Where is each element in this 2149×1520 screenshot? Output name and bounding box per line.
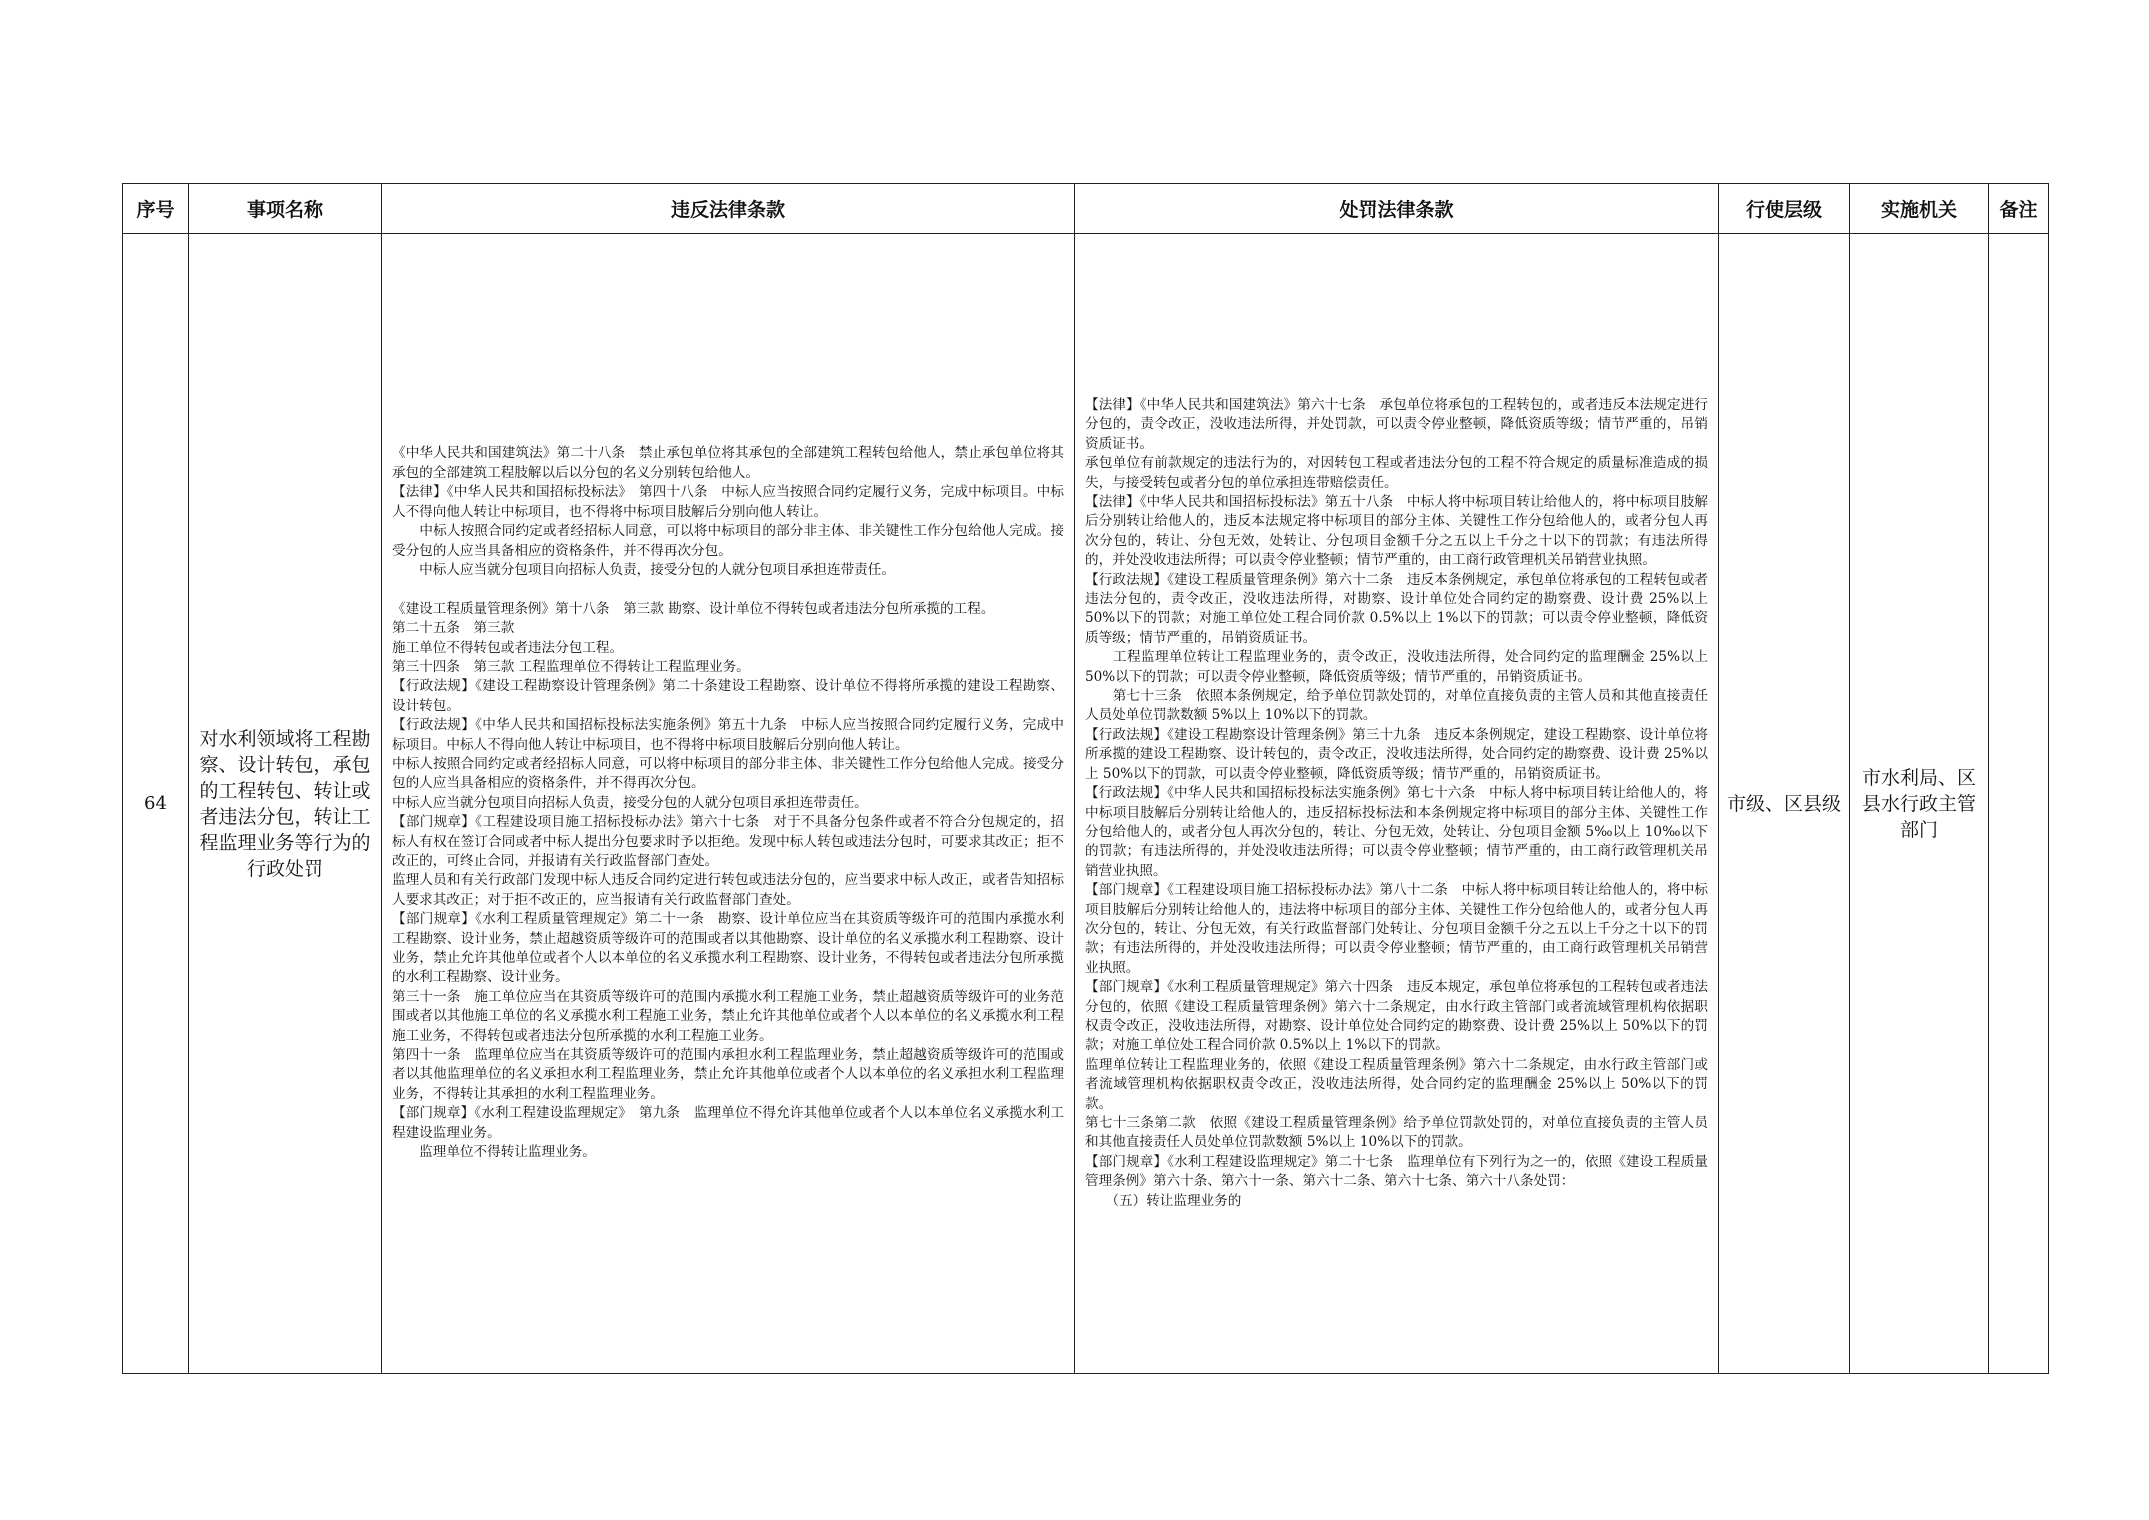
clause-paragraph: 【行政法规】《中华人民共和国招标投标法实施条例》第七十六条 中标人将中标项目转让给他人的，将中标项目肢解后分别转让给他人的，违反招标投标法和本条例规定将中标项目的部分主体、关键性工作分包给他人的，或者分包人再次分包的，转让、分包无效，处转让、分包项目金额 5‰以上 10‰以下的罚款；有违法所得的，并处没收违法所得；可以责令停业整顿；情节严重的，由工商行政管理机关吊销营业执照。 (1085, 785, 1708, 879)
clause-paragraph: 中标人应当就分包项目向招标人负责，接受分包的人就分包项目承担连带责任。 (392, 561, 895, 578)
clause-paragraph: 《建设工程质量管理条例》第十八条 第三款 勘察、设计单位不得转包或者违法分包所承揽的工程。 (392, 600, 995, 617)
clause-paragraph: 第四十一条 监理单位应当在其资质等级许可的范围内承担水利工程监理业务，禁止超越资质等级许可的范围或者以其他监理单位的名义承担水利工程监理业务，禁止允许其他单位或者个人以本单位的名义承担水利工程监理业务，不得转让其承担的水利工程监理业务。 (392, 1047, 1064, 1102)
penalty-text (1085, 396, 1708, 1211)
clause-paragraph: 【部门规章】《工程建设项目施工招标投标办法》第六十七条 对于不具备分包条件或者不符合分包规定的，招标人有权在签订合同或者中标人提出分包要求时予以拒绝。发现中标人转包或违法分包时，可要求其改正；拒不改正的，可终止合同，并报请有关行政监督部门查处。 (392, 814, 1064, 869)
clause-paragraph: （五）转让监理业务的 (1085, 1192, 1242, 1209)
clause-paragraph: 【部门规章】《水利工程建设监理规定》第二十七条 监理单位有下列行为之一的，依照《建设工程质量管理条例》第六十条、第六十一条、第六十二条、第六十七条、第六十八条处罚： (1085, 1153, 1708, 1190)
violation-text (392, 444, 1064, 1162)
clause-paragraph: 【法律】《中华人民共和国招标投标法》第五十八条 中标人将中标项目转让给他人的，将中标项目肢解后分别转让给他人的，违反本法规定将中标项目的部分主体、关键性工作分包给他人的，或者分包人再次分包的，转让、分包无效，处转让、分包项目金额千分之五以上千分之十以下的罚款；有违法所得的，并处没收违法所得；可以责令停业整顿；情节严重的，由工商行政管理机关吊销营业执照。 (1085, 494, 1708, 569)
header-num: 序号 (123, 184, 189, 234)
clause-paragraph: 【法律】《中华人民共和国招标投标法》 第四十八条 中标人应当按照合同约定履行义务，完成中标项目。中标人不得向他人转让中标项目，也不得将中标项目肢解后分别向他人转让。 (392, 484, 1064, 520)
header-row (123, 184, 2049, 234)
clause-paragraph: 承包单位有前款规定的违法行为的，对因转包工程或者违法分包的工程不符合规定的质量标准造成的损失，与接受转包或者分包的单位承担连带赔偿责任。 (1085, 455, 1708, 491)
clause-paragraph (392, 580, 1064, 599)
enforcement-table (122, 183, 2049, 1374)
clause-paragraph: 【行政法规】《建设工程勘察设计管理条例》第二十条建设工程勘察、设计单位不得将所承揽的建设工程勘察、设计转包。 (392, 678, 1064, 714)
clause-paragraph: 【行政法规】《建设工程勘察设计管理条例》第三十九条 违反本条例规定，建设工程勘察、设计单位将所承揽的建设工程勘察、设计转包的，责令改正，没收违法所得，处合同约定的勘察费、设计费 25%以上 50%以下的罚款，可以责令停业整顿，降低资质等级；情节严重的，吊销资质证书。 (1085, 726, 1708, 782)
clause-paragraph: 工程监理单位转让工程监理业务的，责令改正，没收违法所得，处合同约定的监理酬金 25%以上 50%以下的罚款；可以责令停业整顿，降低资质等级；情节严重的，吊销资质证书。 (1085, 649, 1708, 685)
clause-paragraph: 中标人按照合同约定或者经招标人同意，可以将中标项目的部分非主体、非关键性工作分包给他人完成。接受分包的人应当具备相应的资格条件，并不得再次分包。 (392, 755, 1064, 792)
clause-paragraph: 第七十三条第二款 依照《建设工程质量管理条例》给予单位罚款处罚的，对单位直接负责的主管人员和其他直接责任人员处单位罚款数额 5%以上 10%以下的罚款。 (1085, 1115, 1708, 1151)
clause-paragraph: 【行政法规】《建设工程质量管理条例》第六十二条 违反本条例规定，承包单位将承包的工程转包或者违法分包的，责令改正，没收违法所得，对勘察、设计单位处合同约定的勘察费、设计费 25%以上 50%以下的罚款；对施工单位处工程合同价款 0.5%以上 1%以下的罚款；可以责令停业整顿，降低资质等级；情节严重的，吊销资质证书。 (1085, 571, 1708, 646)
clause-paragraph: 《中华人民共和国建筑法》第二十八条 禁止承包单位将其承包的全部建筑工程转包给他人，禁止承包单位将其承包的全部建筑工程肢解以后以分包的名义分别转包给他人。 (392, 445, 1064, 481)
header-penalty: 处罚法律条款 (1075, 184, 1719, 234)
row-level: 市级、区县级 (1719, 234, 1850, 1374)
clause-paragraph: 中标人应当就分包项目向招标人负责，接受分包的人就分包项目承担连带责任。 (392, 794, 868, 811)
header-remark: 备注 (1989, 184, 2049, 234)
clause-paragraph: 监理人员和有关行政部门发现中标人违反合同约定进行转包或违法分包的，应当要求中标人改正，或者告知招标人要求其改正；对于拒不改正的，应当报请有关行政监督部门查处。 (392, 872, 1064, 908)
clause-paragraph: 施工单位不得转包或者违法分包工程。 (392, 639, 624, 656)
clause-paragraph: 【部门规章】《水利工程质量管理规定》第二十一条 勘察、设计单位应当在其资质等级许可的范围内承揽水利工程勘察、设计业务，禁止超越资质等级许可的范围或者以其他勘察、设计单位的名义承揽水利工程勘察、设计业务，禁止允许其他单位或者个人以本单位的名义承揽水利工程勘察、设计业务，不得转包或者违法分包所承揽的水利工程勘察、设计业务。 (392, 911, 1064, 986)
header-agency: 实施机关 (1850, 184, 1989, 234)
clause-paragraph: 第三十四条 第三款 工程监理单位不得转让工程监理业务。 (392, 658, 750, 675)
clause-paragraph: 第三十一条 施工单位应当在其资质等级许可的范围内承揽水利工程施工业务，禁止超越资质等级许可的业务范围或者以其他施工单位的名义承揽水利工程施工业务，禁止允许其他单位或者个人以本单位的名义承揽水利工程施工业务，不得转包或者违法分包所承揽的水利工程施工业务。 (392, 988, 1064, 1044)
row-item-name: 对水利领域将工程勘察、设计转包，承包的工程转包、转让或者违法分包，转让工程监理业务等行为的行政处罚 (189, 234, 382, 1374)
clause-paragraph: 监理单位转让工程监理业务的，依照《建设工程质量管理条例》第六十二条规定，由水行政主管部门或者流域管理机构依据职权责令改正，没收违法所得，处合同约定的监理酬金 25%以上 50%以下的罚款。 (1085, 1056, 1708, 1112)
row-remark (1989, 234, 2049, 1374)
row-num: 64 (123, 234, 189, 1374)
table-row (123, 234, 2049, 1374)
row-penalty-clauses (1075, 234, 1719, 1374)
clause-paragraph: 【部门规章】《水利工程建设监理规定》 第九条 监理单位不得允许其他单位或者个人以本单位名义承揽水利工程建设监理业务。 (392, 1105, 1064, 1141)
clause-paragraph: 【法律】《中华人民共和国建筑法》第六十七条 承包单位将承包的工程转包的，或者违反本法规定进行分包的，责令改正，没收违法所得，并处罚款，可以责令停业整顿，降低资质等级；情节严重的，吊销资质证书。 (1085, 396, 1708, 452)
header-level: 行使层级 (1719, 184, 1850, 234)
row-violation-clauses (382, 234, 1075, 1374)
clause-paragraph: 监理单位不得转让监理业务。 (392, 1144, 596, 1161)
clause-paragraph: 第二十五条 第三款 (392, 620, 515, 637)
header-violation: 违反法律条款 (382, 184, 1075, 234)
header-name: 事项名称 (189, 184, 382, 234)
clause-paragraph: 【行政法规】《中华人民共和国招标投标法实施条例》第五十九条 中标人应当按照合同约定履行义务，完成中标项目。中标人不得向他人转让中标项目，也不得将中标项目肢解后分别向他人转让。 (392, 717, 1064, 753)
row-agency: 市水利局、区县水行政主管部门 (1850, 234, 1989, 1374)
clause-paragraph: 【部门规章】《工程建设项目施工招标投标办法》第八十二条 中标人将中标项目转让给他人的，将中标项目肢解后分别转让给他人的，违法将中标项目的部分主体、关键性工作分包给他人的，或者分包人再次分包的，转让、分包无效，有关行政监督部门处转让、分包项目金额千分之五以上千分之十以下的罚款；有违法所得的，并处没收违法所得；可以责令停业整顿；情节严重的，由工商行政管理机关吊销营业执照。 (1085, 882, 1708, 976)
clause-paragraph: 【部门规章】《水利工程质量管理规定》第六十四条 违反本规定，承包单位将承包的工程转包或者违法分包的，依照《建设工程质量管理条例》第六十二条规定，由水行政主管部门或者流域管理机构依据职权责令改正，没收违法所得，对勘察、设计单位处合同约定的勘察费、设计费 25%以上 50%以下的罚款；对施工单位处工程合同价款 0.5%以上 1%以下的罚款。 (1085, 979, 1708, 1054)
clause-paragraph: 中标人按照合同约定或者经招标人同意，可以将中标项目的部分非主体、非关键性工作分包给他人完成。接受分包的人应当具备相应的资格条件，并不得再次分包。 (392, 523, 1064, 559)
clause-paragraph: 第七十三条 依照本条例规定，给予单位罚款处罚的，对单位直接负责的主管人员和其他直接责任人员处单位罚款数额 5%以上 10%以下的罚款。 (1085, 688, 1708, 724)
